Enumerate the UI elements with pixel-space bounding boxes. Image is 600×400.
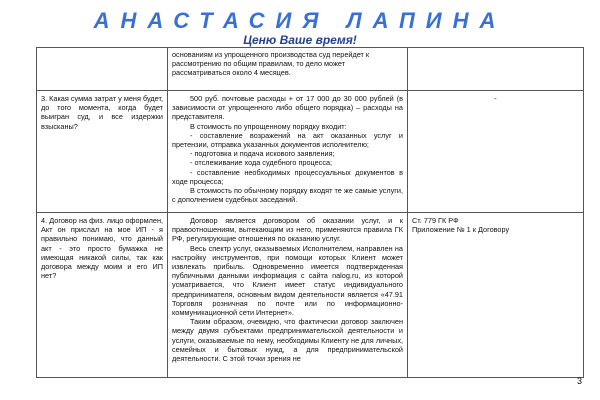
answer-paragraph: - подготовка и подача искового заявления; (190, 149, 335, 159)
answer-cell (167, 48, 407, 90)
answer-paragraph: В стоимость по упрощенному порядку входит: (190, 121, 347, 131)
table-row (36, 48, 584, 91)
consultation-table (36, 47, 584, 378)
tagline: Ценю Ваше время! (243, 33, 357, 47)
answer-paragraph: - отслеживание хода судебного процесса; (190, 158, 333, 168)
table-row (36, 213, 584, 378)
answer-line: рассмотрению по общим правилам, то дело может (172, 59, 346, 69)
question-cell: 3. Какая сумма затрат у меня будет, до того момента, когда будет выигран суд, и все издержки взысканы? (36, 91, 167, 212)
answer-paragraph: В стоимость по обычному порядку входят те же самые услуги, с дополнением судебных заседаний. (172, 186, 403, 205)
reference-item: Ст. 779 ГК РФ (412, 216, 459, 225)
reference-item: Приложение № 1 к Договору (412, 225, 510, 235)
answer-paragraph: 500 руб. почтовые расходы + от 17 000 до 30 000 рублей (в зависимости от упрощенного либо общего порядка) – расходы на представителя. (172, 94, 403, 122)
answer-cell (167, 213, 407, 377)
answer-cell (167, 91, 407, 212)
answer-paragraph: Договор является договором об оказании услуг, и к правоотношениям, вытекающим из него, применяются правила ГК РФ, регулирующие отношения по оказанию услуг. (172, 216, 403, 244)
answer-paragraph: Таким образом, очевидно, что фактически договор заключен между двумя субъектами предпринимательской деятельности и услуги, оказываемые по нему, необходимы Клиенту не для личных, семейных и бытовых нужд, а для предпринимательской деятельности. С этой точки зрения не (172, 317, 403, 364)
answer-paragraph: - составление возражений на акт оказанных услуг и претензии, отправка указанных документов исполнителю; (172, 130, 403, 150)
page-number: 3 (576, 376, 582, 386)
brand-name: АНАСТАСИЯ ЛАПИНА (93, 8, 507, 33)
question-cell (36, 48, 167, 90)
reference-cell (407, 48, 584, 90)
answer-paragraph: Весь спектр услуг, оказываемых Исполнителем, направлен на настройку инструментов, при помощи которых Клиент может извлекать прибыль. Одновременно имеется подтвержденная публичными данными информация с сайта nalog.ru, из которой усматривается, что Клиент имеет статус индивидуального предпринимателя, основным видом деятельности является «47.91 Торговля розничная по почте или по информационно-коммуникационной сети Интернет». (172, 243, 403, 318)
question-cell: 4. Договор на физ. лицо оформлен, Акт он прислал на мое ИП - я правильно понимаю, что данный акт - это просто бумажка не имеющая никакой силы, так как договора между моим и его ИП нет? (36, 213, 167, 377)
answer-line: рассматриваться около 4 месяцев. (172, 68, 291, 78)
table-row (36, 91, 584, 213)
answer-paragraph: - составление необходимых процессуальных документов в ходе процесса; (172, 167, 403, 186)
reference-cell: - (407, 91, 584, 212)
reference-cell (407, 213, 584, 377)
answer-line: основаниям из упрощенного производства суд перейдет к (172, 50, 370, 59)
